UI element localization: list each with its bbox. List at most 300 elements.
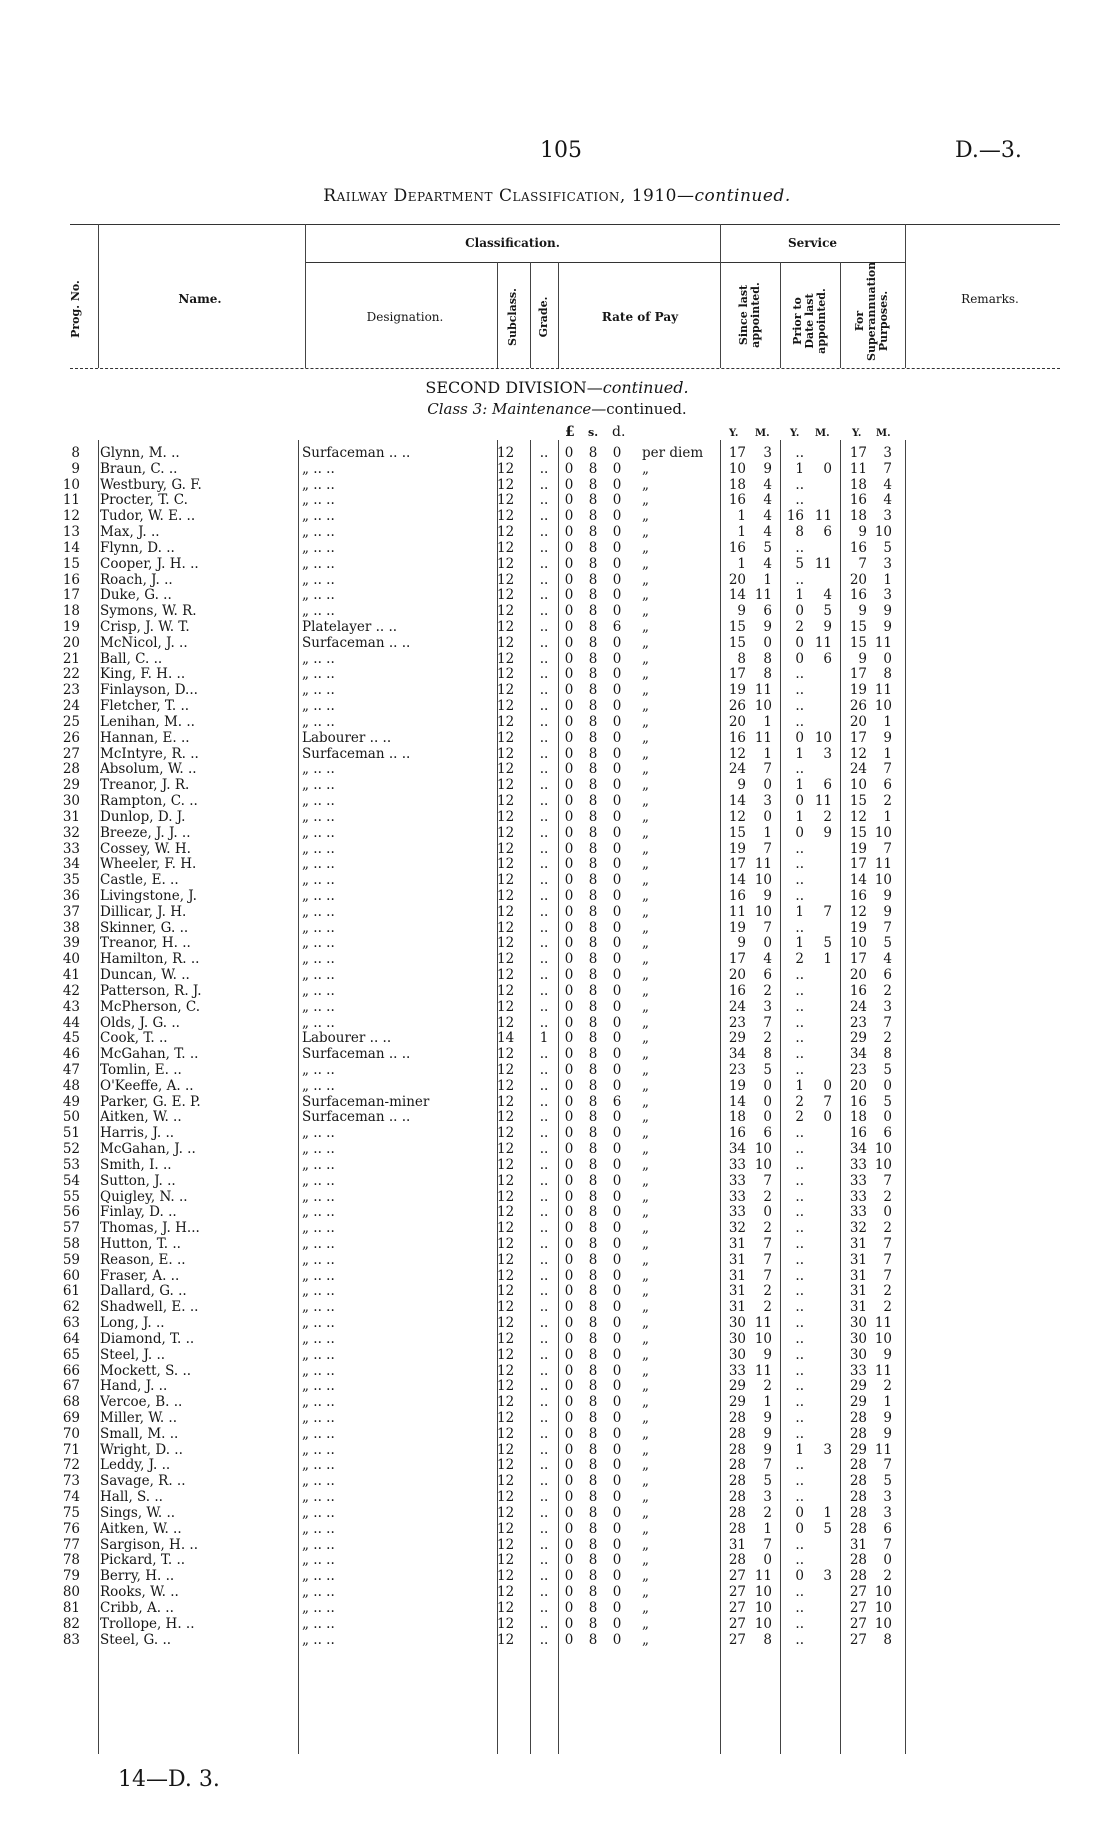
cell-super-months: 5 [883,1061,892,1078]
cell-designation: „ .. .. [302,967,335,984]
cell-pay-shillings: 8 [588,1283,598,1300]
cell-prior-years: .. [795,1315,804,1332]
cell-super-years: 28 [849,1489,867,1506]
cell-since-years: 28 [728,1410,746,1427]
cell-super-years: 24 [849,998,867,1015]
cell-pay-shillings: 8 [588,1030,598,1047]
cell-pay-shillings: 8 [588,887,598,904]
cell-name: Sargison, H. .. [100,1536,198,1553]
cell-pay-pounds: 0 [564,824,574,841]
cell-subclass: 12 [497,1061,515,1078]
cell-since-months: 11 [754,1568,772,1585]
cell-pay-pence: 0 [612,808,622,825]
cell-pay-pence: 0 [612,903,622,920]
table-row [0,777,1114,794]
cell-prior-months: 0 [823,1109,832,1126]
cell-super-years: 33 [849,1188,867,1205]
cell-since-months: 2 [763,1188,772,1205]
cell-designation: „ .. .. [302,1330,335,1347]
cell-since-months: 0 [763,1093,772,1110]
cell-since-years: 31 [728,1283,746,1300]
cell-since-months: 10 [754,1599,772,1616]
cell-super-months: 7 [883,460,892,477]
cell-subclass: 12 [497,824,515,841]
cell-pay-shillings: 8 [588,571,598,588]
cell-grade: .. [539,1125,549,1142]
cell-pay-pounds: 0 [564,524,574,541]
cell-grade: .. [539,634,549,651]
cell-prior-years: 0 [795,793,804,810]
cell-super-months: 5 [883,935,892,952]
cell-prior-years: 16 [786,508,804,525]
cell-super-months: 7 [883,1172,892,1189]
cell-name: Olds, J. G. .. [100,1014,180,1031]
cell-pay-pence: 0 [612,1251,622,1268]
cell-pay-pence: 0 [612,761,622,778]
cell-prog-no: 49 [62,1093,80,1110]
cell-pay-shillings: 8 [588,1299,598,1316]
cell-pay-pounds: 0 [564,682,574,699]
cell-pay-period: „ [642,1109,649,1126]
cell-prior-years: .. [795,1394,804,1411]
cell-prog-no: 15 [62,555,80,572]
cell-since-months: 7 [763,1251,772,1268]
cell-pay-period: „ [642,1077,649,1094]
cell-prog-no: 30 [62,793,80,810]
col-prog-no: Prog. No. [69,280,82,338]
cell-pay-shillings: 8 [588,840,598,857]
cell-grade: .. [539,856,549,873]
cell-pay-shillings: 8 [588,1568,598,1585]
cell-subclass: 12 [497,1267,515,1284]
cell-pay-period: „ [642,1410,649,1427]
unit-pence: d. [612,424,626,440]
cell-designation: „ .. .. [302,919,335,936]
table-row [0,951,1114,968]
table-row [0,935,1114,952]
cell-grade: .. [539,1141,549,1158]
cell-subclass: 12 [497,919,515,936]
table-row [0,540,1114,557]
cell-grade: .. [539,935,549,952]
table-row [0,920,1114,937]
cell-super-months: 3 [883,555,892,572]
cell-since-months: 1 [763,824,772,841]
cell-pay-period: „ [642,1315,649,1332]
cell-prior-months: 1 [823,951,832,968]
cell-pay-shillings: 8 [588,808,598,825]
cell-prog-no: 70 [62,1425,80,1442]
cell-pay-period: „ [642,634,649,651]
cell-since-months: 2 [763,1220,772,1237]
cell-pay-shillings: 8 [588,1061,598,1078]
cell-pay-pence: 0 [612,555,622,572]
cell-grade: .. [539,650,549,667]
cell-prior-months: 5 [823,935,832,952]
cell-prior-years: 2 [795,1109,804,1126]
cell-subclass: 12 [497,1093,515,1110]
cell-super-months: 3 [883,1504,892,1521]
cell-super-months: 5 [883,1473,892,1490]
cell-designation: „ .. .. [302,777,335,794]
cell-name: Steel, G. .. [100,1631,172,1648]
cell-designation: „ .. .. [302,1425,335,1442]
cell-since-years: 33 [728,1204,746,1221]
cell-since-months: 0 [763,1204,772,1221]
cell-since-months: 10 [754,1330,772,1347]
cell-pay-pounds: 0 [564,1188,574,1205]
table-row [0,1030,1114,1047]
cell-prior-years: .. [795,1283,804,1300]
cell-prog-no: 78 [62,1552,80,1569]
cell-grade: .. [539,1631,549,1648]
cell-super-months: 7 [883,761,892,778]
cell-pay-pounds: 0 [564,1267,574,1284]
cell-super-years: 29 [849,1030,867,1047]
cell-since-years: 26 [728,698,746,715]
cell-since-months: 4 [763,492,772,509]
cell-name: Fraser, A. .. [100,1267,180,1284]
cell-pay-pence: 0 [612,935,622,952]
cell-pay-pounds: 0 [564,1093,574,1110]
table-row [0,1062,1114,1079]
cell-pay-period: „ [642,1378,649,1395]
cell-pay-pence: 0 [612,1362,622,1379]
section-subtitle [0,400,1114,418]
cell-prior-years: 1 [795,587,804,604]
cell-subclass: 12 [497,650,515,667]
cell-pay-pence: 6 [612,1093,622,1110]
cell-subclass: 12 [497,729,515,746]
cell-pay-pounds: 0 [564,951,574,968]
cell-super-years: 28 [849,1425,867,1442]
cell-prog-no: 25 [62,713,80,730]
cell-super-years: 17 [849,445,867,461]
cell-prior-months: 9 [823,824,832,841]
cell-grade: .. [539,887,549,904]
cell-subclass: 12 [497,619,515,636]
cell-designation: „ .. .. [302,824,335,841]
cell-name: Braun, C. .. [100,460,178,477]
cell-super-months: 2 [883,1030,892,1047]
cell-since-years: 30 [728,1346,746,1363]
cell-pay-period: „ [642,603,649,620]
cell-since-months: 0 [763,1077,772,1094]
cell-prog-no: 31 [62,808,80,825]
cell-super-months: 10 [874,1584,892,1601]
table-row [0,1363,1114,1380]
cell-prior-years: .. [795,698,804,715]
cell-prog-no: 44 [62,1014,80,1031]
cell-prog-no: 74 [62,1489,80,1506]
cell-super-years: 17 [849,729,867,746]
cell-pay-shillings: 8 [588,1536,598,1553]
cell-designation: „ .. .. [302,1615,335,1632]
table-row [0,635,1114,652]
table-row [0,1616,1114,1633]
cell-super-years: 27 [849,1584,867,1601]
table-row [0,841,1114,858]
table-row [0,1584,1114,1601]
cell-pay-period: „ [642,903,649,920]
cell-grade: .. [539,1394,549,1411]
cell-prog-no: 71 [62,1441,80,1458]
table-row [0,508,1114,525]
cell-pay-shillings: 8 [588,650,598,667]
cell-pay-period: „ [642,1441,649,1458]
cell-prog-no: 33 [62,840,80,857]
unit-years-super: Y. [852,428,862,439]
cell-pay-pence: 0 [612,951,622,968]
cell-name: Parker, G. E. P. [100,1093,201,1110]
cell-prog-no: 21 [62,650,80,667]
table-row [0,1015,1114,1032]
cell-super-years: 9 [858,650,867,667]
cell-pay-shillings: 8 [588,998,598,1015]
cell-since-months: 2 [763,982,772,999]
cell-subclass: 12 [497,603,515,620]
cell-since-months: 10 [754,1156,772,1173]
cell-pay-pence: 0 [612,1109,622,1126]
cell-since-months: 7 [763,1536,772,1553]
cell-since-years: 16 [728,492,746,509]
cell-prior-years: .. [795,1362,804,1379]
cell-pay-pounds: 0 [564,1061,574,1078]
cell-prior-years: .. [795,1156,804,1173]
cell-pay-pence: 0 [612,729,622,746]
cell-prior-months: 5 [823,1520,832,1537]
cell-prior-months: 4 [823,587,832,604]
cell-super-months: 9 [883,903,892,920]
cell-prior-years: .. [795,1204,804,1221]
cell-since-months: 4 [763,508,772,525]
table-row [0,1189,1114,1206]
cell-pay-pounds: 0 [564,1046,574,1063]
cell-since-years: 9 [737,935,746,952]
cell-pay-pounds: 0 [564,603,574,620]
cell-pay-period: „ [642,1188,649,1205]
cell-prog-no: 43 [62,998,80,1015]
cell-pay-pounds: 0 [564,1125,574,1142]
cell-pay-period: „ [642,492,649,509]
cell-grade: .. [539,666,549,683]
cell-designation: „ .. .. [302,1077,335,1094]
cell-prog-no: 24 [62,698,80,715]
cell-since-years: 9 [737,603,746,620]
cell-pay-pence: 0 [612,1552,622,1569]
cell-since-years: 17 [728,666,746,683]
table-row [0,619,1114,636]
unit-months-since: M. [755,428,770,439]
cell-subclass: 12 [497,1077,515,1094]
cell-name: Sutton, J. .. [100,1172,176,1189]
cell-since-months: 10 [754,872,772,889]
cell-since-months: 9 [763,887,772,904]
cell-since-years: 15 [728,824,746,841]
cell-pay-pounds: 0 [564,919,574,936]
col-service: Service [787,236,838,250]
cell-subclass: 12 [497,1330,515,1347]
cell-super-months: 10 [874,872,892,889]
cell-super-months: 0 [883,1204,892,1221]
cell-grade: .. [539,1410,549,1427]
cell-prog-no: 72 [62,1457,80,1474]
cell-since-years: 16 [728,539,746,556]
cell-subclass: 12 [497,713,515,730]
cell-pay-pence: 0 [612,998,622,1015]
cell-super-months: 9 [883,603,892,620]
cell-prior-years: 0 [795,1568,804,1585]
col-subclass: Subclass. [506,288,519,346]
cell-pay-pounds: 0 [564,1394,574,1411]
cell-name: Rooks, W. .. [100,1584,179,1601]
cell-prog-no: 48 [62,1077,80,1094]
cell-name: Aitken, W. .. [100,1520,182,1537]
cell-name: Dillicar, J. H. [100,903,187,920]
cell-since-years: 16 [728,729,746,746]
cell-designation: „ .. .. [302,1568,335,1585]
cell-pay-shillings: 8 [588,1615,598,1632]
cell-pay-pounds: 0 [564,1030,574,1047]
cell-designation: „ .. .. [302,982,335,999]
header-divider [905,224,906,368]
cell-name: Castle, E. .. [100,872,179,889]
cell-pay-period: „ [642,1504,649,1521]
table-row [0,698,1114,715]
cell-prior-years: .. [795,982,804,999]
cell-subclass: 12 [497,998,515,1015]
cell-name: Hutton, T. .. [100,1236,181,1252]
cell-super-months: 9 [883,1410,892,1427]
cell-pay-pounds: 0 [564,840,574,857]
cell-super-months: 2 [883,1220,892,1237]
cell-since-years: 28 [728,1552,746,1569]
table-row [0,904,1114,921]
col-designation: Designation. [366,310,444,324]
cell-prog-no: 45 [62,1030,80,1047]
table-row [0,1442,1114,1459]
cell-super-years: 10 [849,935,867,952]
cell-subclass: 12 [497,808,515,825]
cell-pay-pounds: 0 [564,460,574,477]
cell-pay-period: „ [642,1283,649,1300]
cell-prior-years: 0 [795,1504,804,1521]
cell-name: Pickard, T. .. [100,1552,186,1569]
cell-name: Hannan, E. .. [100,729,190,746]
cell-since-years: 28 [728,1441,746,1458]
cell-designation: Labourer .. .. [302,729,392,746]
cell-prog-no: 40 [62,951,80,968]
cell-designation: „ .. .. [302,1125,335,1142]
cell-pay-period: „ [642,951,649,968]
cell-pay-pence: 0 [612,824,622,841]
cell-super-years: 15 [849,634,867,651]
cell-name: King, F. H. .. [100,666,186,683]
cell-pay-pence: 0 [612,1141,622,1158]
cell-since-years: 32 [728,1220,746,1237]
cell-name: Roach, J. .. [100,571,173,588]
cell-prior-years: .. [795,492,804,509]
cell-pay-pence: 0 [612,571,622,588]
table-row [0,1220,1114,1237]
cell-pay-shillings: 8 [588,935,598,952]
cell-pay-period: „ [642,824,649,841]
cell-prior-years: .. [795,1251,804,1268]
cell-designation: „ .. .. [302,1204,335,1221]
cell-since-years: 17 [728,951,746,968]
cell-since-years: 28 [728,1425,746,1442]
cell-since-months: 0 [763,935,772,952]
cell-prior-years: .. [795,445,804,461]
cell-designation: „ .. .. [302,1584,335,1601]
header-divider [840,262,841,368]
cell-grade: .. [539,1283,549,1300]
cell-subclass: 12 [497,555,515,572]
cell-super-months: 11 [874,682,892,699]
header-divider [497,262,498,368]
cell-subclass: 12 [497,1251,515,1268]
cell-subclass: 12 [497,1172,515,1189]
cell-grade: .. [539,1236,549,1252]
table-row [0,524,1114,541]
cell-since-months: 4 [763,555,772,572]
cell-grade: .. [539,903,549,920]
table-row [0,1236,1114,1253]
cell-name: Cribb, A. .. [100,1599,174,1616]
cell-designation: „ .. .. [302,935,335,952]
cell-prog-no: 23 [62,682,80,699]
cell-pay-pounds: 0 [564,793,574,810]
cell-pay-pounds: 0 [564,1441,574,1458]
cell-pay-pence: 0 [612,1394,622,1411]
cell-super-months: 11 [874,1315,892,1332]
cell-pay-shillings: 8 [588,745,598,762]
cell-pay-pounds: 0 [564,1584,574,1601]
cell-super-months: 3 [883,1489,892,1506]
cell-super-months: 2 [883,1283,892,1300]
cell-designation: „ .. .. [302,1457,335,1474]
cell-prior-months: 6 [823,777,832,794]
cell-pay-pence: 0 [612,1315,622,1332]
cell-pay-pounds: 0 [564,1156,574,1173]
cell-since-years: 28 [728,1489,746,1506]
cell-prior-years: .. [795,1346,804,1363]
cell-pay-pence: 0 [612,982,622,999]
cell-pay-shillings: 8 [588,587,598,604]
table-row [0,1394,1114,1411]
cell-pay-period: „ [642,761,649,778]
cell-prog-no: 37 [62,903,80,920]
cell-subclass: 12 [497,1536,515,1553]
cell-pay-shillings: 8 [588,982,598,999]
cell-prior-years: 0 [795,1520,804,1537]
cell-since-years: 27 [728,1568,746,1585]
cell-pay-pounds: 0 [564,476,574,493]
cell-super-months: 6 [883,777,892,794]
cell-name: Steel, J. .. [100,1346,166,1363]
cell-subclass: 12 [497,476,515,493]
cell-designation: „ .. .. [302,1299,335,1316]
cell-subclass: 12 [497,587,515,604]
cell-since-months: 6 [763,967,772,984]
cell-since-years: 16 [728,887,746,904]
table-row [0,1125,1114,1142]
cell-super-months: 9 [883,1425,892,1442]
cell-pay-pounds: 0 [564,1283,574,1300]
cell-prior-years: 0 [795,824,804,841]
col-grade: Grade. [537,296,550,338]
cell-pay-shillings: 8 [588,508,598,525]
